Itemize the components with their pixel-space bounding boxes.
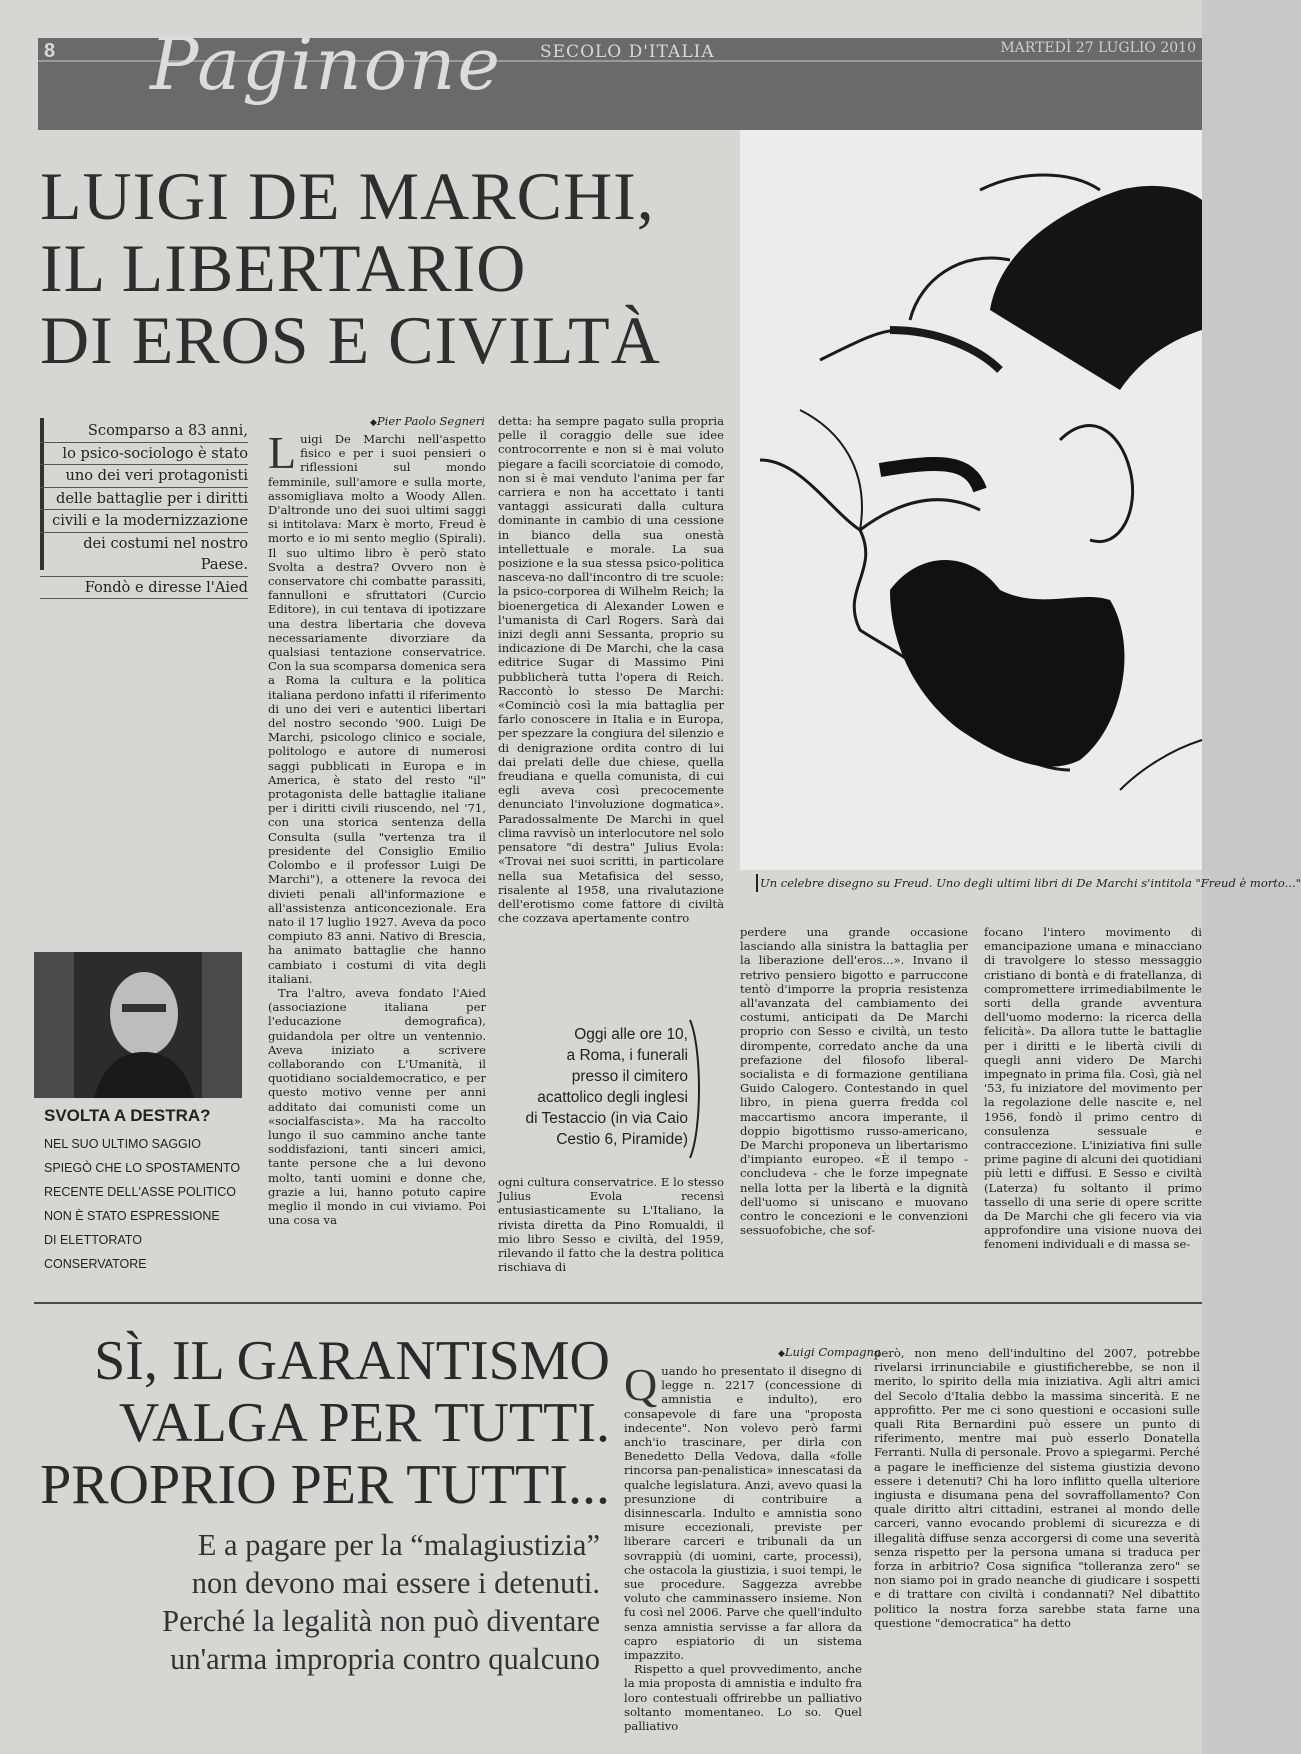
article1-column-3: perdere una grande occasione lasciando alla sinistra la battaglia per la liberazione dell'eros...». Invano il retrivo pensiero bigotto e parruccone tentò d'imporre la propria resistenza all'avanzata del cambiamento dei costumi, anticipati da De Marchi proprio con Sesso e civiltà, un testo dirompente, corredato anche da una prefazione del filosofo liberal-socialista e di formazione gentiliana Guido Calogero. Contestando in quel libro, in piena guerra fredda col maccartismo ancora imperante, il doppio bigottismo russo-americano, De Marchi proponeva un libertarismo d'impianto europeo. «È il tempo - concludeva - che le forze impegnate nella lotta per la libertà e la dignità dell'uomo si uniscano e muovano contro le concezioni e le convenzioni sessuofobiche, che sof- <box>740 925 968 1238</box>
article1-column-1: Luigi De Marchi nell'aspetto fisico e per i suoi pensieri o riflessioni sul mondo femminile, sull'amore e sulla morte, assomigliava molto a Woody Allen. D'altronde uno dei suoi ultimi saggi si intitolava: Marx è morto, Freud è morto e io mi sento meglio (Spirali). Il suo ultimo libro è però stato Svolta a destra? Ovvero non è conservatore chi combatte parassiti, fannulloni e sfruttatori (Curcio Editore), in cui tentava di ipotizzare una destra libertaria che doveva necessariamente divorziare da qualsiasi tentazione conservatrice. Con la sua scomparsa domenica sera a Roma la cultura e la politica italiana perdono infatti il riferimento di uno dei veri e autentici libertari del nostro secondo '900. Luigi De Marchi, psicologo clinico e sociale, politologo e autore di numerosi saggi pubblicati in Europa e in America, è stato del resto "il" protagonista delle battaglie italiane per i diritti civili riuscendo, nel '71, con una storica sentenza della Consulta (sulla "vertenza tra il presidente del Consiglio Emilio Colombo e il professor Luigi De Marchi"), a ottenere la revoca dei divieti penali all'informazione e all'assistenza anticoncezionale. Era nato il 17 luglio 1927. Aveva da poco compiuto 83 anni. Nativo di Brescia, ha animato battaglie che hanno cambiato i costumi di vita degli italiani. Tra l'altro, aveva fondato l'Aied (associazione italiana per l'educazione demografica), guidandola per oltre un ventennio. Aveva iniziato a scrivere collaborando con L'Umanità, il quotidiano socialdemocratico, e per questo motivo venne per anni additato dai comunisti come un «socialfascista». Ma ha raccolto lungo il suo cammino anche tante soddisfazioni, tanti sinceri amici, tante persone che a lui devono molto, tanti uomini e donne che, grazie a lui, hanno potuto capire meglio il mondo in cui viviamo. Poi una cosa va <box>268 427 486 1228</box>
section-title: Paginone <box>150 22 502 106</box>
caption-bar <box>756 874 758 892</box>
page-number: 8 <box>44 40 56 62</box>
article1-column-2b: ogni cultura conservatrice. E lo stesso Julius Evola recensì entusiasticamente su L'Italiano, la rivista diretta da Pino Romualdi, il mio libro Sesso e civiltà, del 1959, rilevando il fatto che la destra politica rischiava di <box>498 1175 724 1275</box>
article-divider <box>34 1302 1202 1304</box>
kicker-body: NEL SUO ULTIMO SAGGIO SPIEGÒ CHE LO SPOSTAMENTO RECENTE DELL'ASSE POLITICO NON È STATO ESPRESSIONE DI ELETTORATO CONSERVATORE <box>44 1137 241 1271</box>
callout-bracket <box>686 1018 706 1160</box>
photo-portrait <box>34 952 242 1098</box>
article2-subheadline: E a pagare per la “malagiustizia” non devono mai essere i detenuti. Perché la legalità non può diventare un'arma impropria contro qualcuno <box>162 1528 600 1676</box>
newspaper-name: SECOLO D'ITALIA <box>540 42 715 62</box>
caricature-drawing <box>740 130 1202 870</box>
issue-date: MARTEDÌ 27 LUGLIO 2010 <box>1000 40 1196 56</box>
author-photo <box>34 952 242 1098</box>
article2-column-1: Quando ho presentato il disegno di legge n. 2217 (concessione di amnistia e indulto), ero consapevole di fare una "proposta indecente". Non volevo però farmi anch'io trascinare, per dirla con Benedetto Della Vedova, dalla «folle rincorsa pan-penalistica» innescatasi da qualche legislatura. Anzi, avevo quasi la presunzione di contribuire a disinnescarla. Indulto e amnistia sono misure eccezionali, previste per liberare carceri e tribunali da un sovrappiù (di uomini, carte, processi), che ostacola la giustizia, i suoi tempi, le sue procedure. Saggezza avrebbe voluto che camminassero insieme. Non fu così nel 2006. Parve che quell'indulto senza amnistia servisse a far allora da capro espiatorio di un sistema impazzito. Rispetto a quel provvedimento, anche la mia proposta di amnistia e indulto fra loro contestuali offrirebbe un palliativo soltanto momentaneo. Lo so. Quel palliativo <box>624 1359 862 1734</box>
kicker-title: SVOLTA A DESTRA? <box>44 1106 211 1125</box>
article1-column-2: detta: ha sempre pagato sulla propria pelle il coraggio delle sue idee controcorrente e non si è mai voluto piegare a facili scorciatoie di comodo, non si è mai venduto l'anima per far carriera e non ha accettato i tanti vantaggi assicurati dalla cultura dominante in cambio di una cessione in bianco della sua onestà intellettuale e morale. La sua posizione e la sua stessa psico-politica nasceva-no dall'incontro di tre scuole: la psico-corporea di Wilhelm Reich; la bioenergetica di Alexander Lowen e l'umanista di Carl Rogers. Sarà dai inizi degli anni Sessanta, proprio su indicazione di De Marchi, che la casa editrice Sugar di Massimo Pini pubblicherà tutta l'opera di Reich. Raccontò lo stesso De Marchi: «Cominciò così la mia battaglia per farlo conoscere in Italia e in Europa, per spezzare la congiura del silenzio e di denigrazione ordita contro di lui dai prelati delle due chiese, quella freudiana e quella comunista, di cui egli aveva così precocemente denunciato l'involuzione dogmatica». Paradossalmente De Marchi in quel clima ravvisò un interlocutore nel solo pensatore "di destra" Julius Evola: «Trovai nei suoi scritti, in particolare nella sua Metafisica del sesso, risalente al 1958, una rivalutazione dell'erotismo come fattore di civiltà che cozzava apertamente contro <box>498 414 724 926</box>
article1-headline: LUIGI DE MARCHI, IL LIBERTARIO DI EROS E CIVILTÀ <box>40 158 661 378</box>
article1-column-4: focano l'intero movimento di emancipazione umana e minacciano di travolgere lo stesso messaggio cristiano di bontà e di fratellanza, di compromettere irrimediabilmente le sorti della grande avventura dell'uomo moderno: la ricerca della felicità». Da allora tutte le battaglie per i diritti e le libertà civili di quegli anni videro De Marchi impegnato in prima fila. Così, già nel '53, fu iniziatore del movimento per la regolazione delle nascite e, nel 1956, fondò il primo centro di consulenza sessuale e contraccezione. L'iniziativa fini sulle prime pagine di alcuni dei quotidiani più letti e diffusi. E Sesso e civiltà (Laterza) fu soltanto il primo tassello di una serie di opere scritte da De Marchi che gli fecero via via approfondire una visione nuova dei fenomeni individuali e di massa se- <box>984 925 1202 1252</box>
article2-byline: ◆ Luigi Compagna <box>778 1345 881 1359</box>
article2-column-2: però, non meno dell'indultino del 2007, potrebbe rivelarsi irrinunciabile e giustificherebbe, se non il merito, lo spirito della mia iniziativa. Agli altri amici del Secolo d'Italia debbo la massima sincerità. E ne approfitto. Per me ci sono questioni e occasioni sulle quali Rita Bernardini può essere un punto di riferimento, mentre mai può esserlo Donatella Ferranti. Nulla di personale. Provo a spiegarmi. Perché a pagare le inefficienze del sistema giustizia devono essere i detenuti? Chi ha loro inflitto quella ulteriore ingiusta e disumana pena del sovraffollamento? Con quale diritto altri cittadini, estranei al mondo delle carceri, vanno evocando problemi di sicurezza e di illegalità diffuse senza accorgersi di come una severità senza rispetto per la persona umana si traduca per forza in arbitrio? Cosa significa "tolleranza zero" se non siamo poi in grado neanche di giudicare i sospetti e di trattare con civiltà i condannati? Nel dibattito politico la nostra forza sarebbe stata farne una questione "democratica" ha detto <box>874 1346 1200 1630</box>
article2-headline: SÌ, IL GARANTISMO VALGA PER TUTTI. PROPRIO PER TUTTI... <box>40 1330 610 1516</box>
image-caption: Un celebre disegno su Freud. Uno degli ultimi libri di De Marchi s'intitola "Freud è morto..." <box>760 876 1301 890</box>
funeral-callout: Oggi alle ore 10, a Roma, i funerali presso il cimitero acattolico degli inglesi di Testaccio (in via Caio Cestio 6, Piramide) <box>525 1026 688 1148</box>
article2-dropcap: Q <box>624 1359 658 1410</box>
article1-dropcap: L <box>268 427 297 478</box>
article1-standfirst: Scomparso a 83 anni, lo psico-sociologo è stato uno dei veri protagonisti delle battaglie per i diritti civili e la modernizzazione dei costumi nel nostro Paese. Fondò e diresse l'Aied <box>40 420 248 599</box>
article1-byline: ◆ Pier Paolo Segneri <box>370 414 485 428</box>
freud-caricature <box>740 130 1202 870</box>
